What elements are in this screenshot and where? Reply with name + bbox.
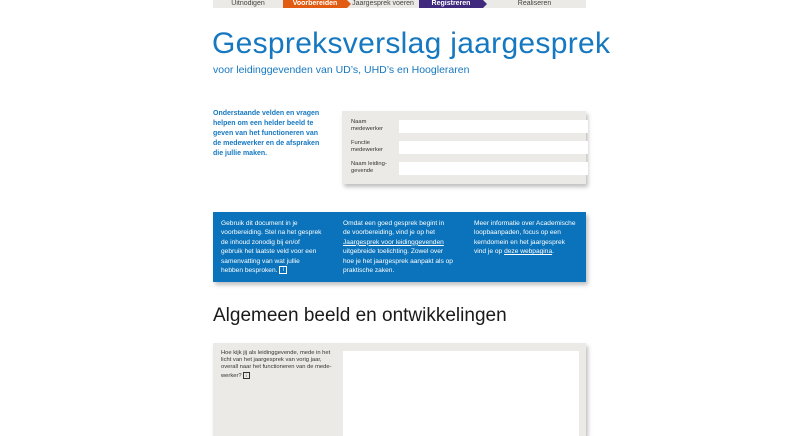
- page-subtitle: voor leidinggevenden van UD’s, UHD’s en Hoogleraren: [213, 64, 470, 76]
- naam-medewerker-input[interactable]: [399, 120, 588, 133]
- info-icon[interactable]: i: [243, 372, 250, 379]
- section-title: Algemeen beeld en ontwikkelingen: [213, 305, 507, 326]
- question-panel: [213, 343, 586, 436]
- field-row-naam-medewerker: [342, 119, 588, 133]
- progress-steps: [213, 0, 586, 8]
- field-row-functie-medewerker: [342, 140, 588, 154]
- question-text: Hoe kijk jij als leidinggevende, mede in het licht van het jaargesprek van vorig jaar, overall naar het functioneren van de mede-werker?: [221, 350, 332, 379]
- step-realiseren[interactable]: [483, 0, 586, 8]
- info-col2-after: uitgebreide toelichting. Zowel over hoe je het jaargesprek aanpakt als op praktische zaken.: [343, 248, 453, 275]
- info-col3-after: .: [552, 248, 554, 256]
- info-column-2: [343, 219, 453, 275]
- info-icon[interactable]: i: [279, 266, 287, 274]
- field-label-line1: Naam: [351, 119, 367, 125]
- step-registreren[interactable]: [419, 0, 483, 8]
- field-label: [342, 161, 399, 175]
- naam-leidinggevende-input[interactable]: [399, 162, 588, 175]
- functie-medewerker-input[interactable]: [399, 141, 588, 154]
- step-label: Uitnodigen: [231, 0, 265, 7]
- deze-webpagina-link[interactable]: deze webpagina: [504, 248, 553, 256]
- step-jaargesprek-voeren[interactable]: [347, 0, 419, 8]
- field-row-naam-leidinggevende: [342, 161, 588, 175]
- info-col3-before: Meer informatie over Academische loopbaanpaden, focus op een kerndomein en het jaargesprek vind je op: [474, 220, 576, 256]
- step-label: Realiseren: [517, 0, 552, 7]
- field-label-line1: Functie: [351, 140, 371, 146]
- field-label-line2: medewerker: [351, 126, 383, 132]
- step-voorbereiden[interactable]: [283, 0, 347, 8]
- page-title: Gespreksverslag jaargesprek: [212, 27, 611, 60]
- question-text-wrap: [221, 350, 339, 380]
- info-col1-text: Gebruik dit document in je voorbereiding. Stel na het gesprek de inhoud zonodig bij en/of gebruik het laatste veld voor een samenvatting van wat jullie hebben besproken.: [221, 220, 322, 275]
- intro-text: Onderstaande velden en vragen helpen om een helder beeld te geven van het functioneren van de medewerker en de afspraken die jullie maken.: [213, 110, 320, 157]
- info-column-3: [474, 219, 576, 257]
- field-label-line2: gevende: [351, 168, 374, 174]
- field-label: [342, 140, 399, 154]
- field-label-line1: Naam leiding-: [351, 161, 387, 167]
- jaargesprek-leidinggevenden-link[interactable]: Jaargesprek voor leidinggevenden: [343, 238, 444, 246]
- question-answer-textarea[interactable]: [343, 351, 579, 436]
- field-label: [342, 119, 399, 133]
- employee-details-form: [342, 111, 586, 184]
- step-label: Registreren: [431, 0, 471, 7]
- step-label: Voorbereiden: [292, 0, 338, 7]
- step-label: Jaargesprek voeren: [352, 0, 414, 7]
- step-uitnodigen[interactable]: [213, 0, 283, 8]
- info-column-1: [221, 219, 323, 275]
- info-panel: [213, 212, 586, 282]
- info-col2-before: Omdat een goed gesprek begint in de voorbereiding, vind je op het: [343, 220, 445, 237]
- field-label-line2: medewerker: [351, 147, 383, 153]
